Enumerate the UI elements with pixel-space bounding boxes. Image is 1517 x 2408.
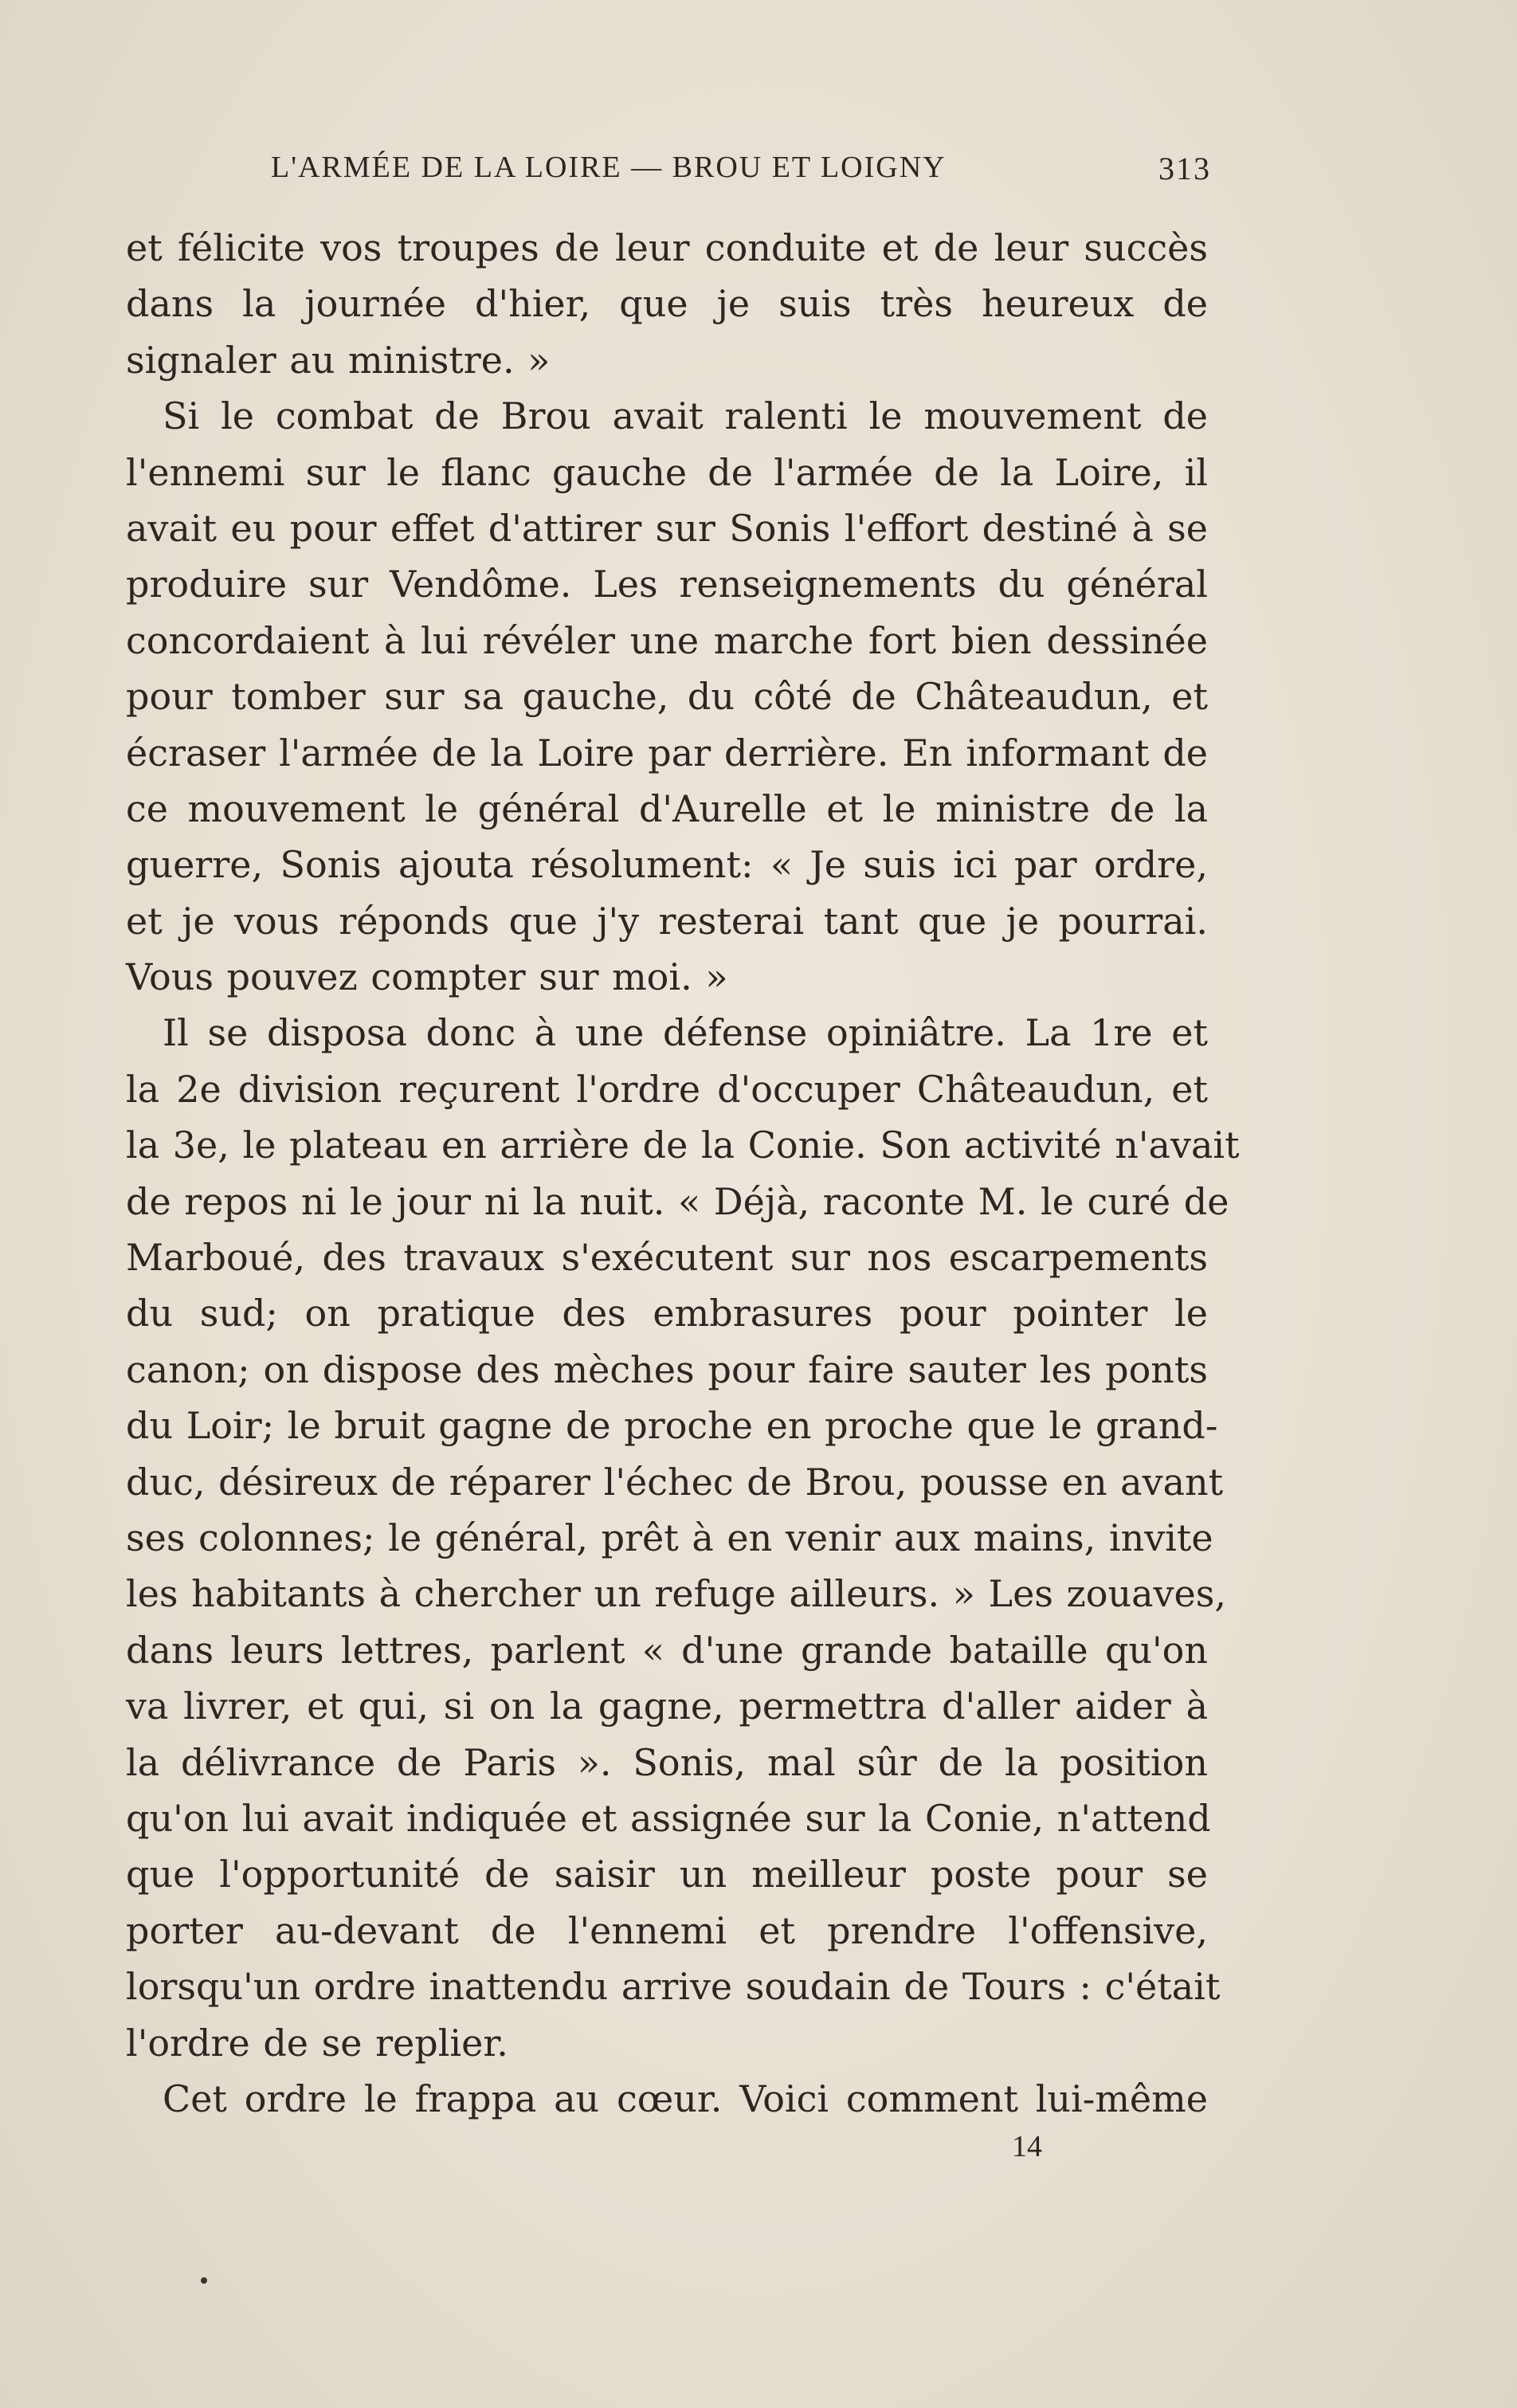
page-number: 313 bbox=[1158, 151, 1211, 186]
text-line: ses colonnes; le général, prêt à en venir aux mains, invite bbox=[126, 1516, 1213, 1559]
text-line: dans la journée d'hier, que je suis très heureux de bbox=[126, 282, 1208, 326]
text-line: produire sur Vendôme. Les renseignements du général bbox=[126, 563, 1208, 606]
text-line: lorsqu'un ordre inattendu arrive soudain de Tours : c'était bbox=[126, 1965, 1221, 2009]
body-text bbox=[126, 220, 1240, 2127]
text-line: Cet ordre le frappa au cœur. Voici comment lui-même bbox=[163, 2077, 1208, 2120]
text-line: qu'on lui avait indiquée et assignée sur la Conie, n'attend bbox=[126, 1796, 1211, 1840]
text-line: la délivrance de Paris ». Sonis, mal sûr de la position bbox=[126, 1740, 1208, 1784]
text-line: les habitants à chercher un refuge ailleurs. » Les zouaves, bbox=[126, 1572, 1226, 1616]
text-line: et félicite vos troupes de leur conduite et de leur succès bbox=[126, 226, 1208, 269]
running-head: L'ARMÉE DE LA LOIRE — BROU ET LOIGNY bbox=[271, 151, 947, 184]
text-line: Il se disposa donc à une défense opiniâtre. La 1re et bbox=[163, 1011, 1208, 1055]
text-line: écraser l'armée de la Loire par derrière. En informant de bbox=[126, 731, 1208, 775]
text-line: signaler au ministre. » bbox=[126, 338, 551, 382]
text-line: Marboué, des travaux s'exécutent sur nos escarpements bbox=[126, 1236, 1208, 1280]
text-line: la 2e division reçurent l'ordre d'occuper Châteaudun, et bbox=[126, 1067, 1208, 1111]
text-line: l'ennemi sur le flanc gauche de l'armée de la Loire, il bbox=[126, 450, 1208, 494]
text-line: Vous pouvez compter sur moi. » bbox=[126, 955, 728, 999]
text-line: Si le combat de Brou avait ralenti le mouvement de bbox=[163, 394, 1208, 438]
text-line: va livrer, et qui, si on la gagne, permettra d'aller aider à bbox=[126, 1684, 1208, 1728]
text-line: l'ordre de se replier. bbox=[126, 2021, 508, 2065]
text-line: de repos ni le jour ni la nuit. « Déjà, raconte M. le curé de bbox=[126, 1179, 1229, 1223]
text-line: concordaient à lui révéler une marche fort bien dessinée bbox=[126, 618, 1208, 662]
text-line: que l'opportunité de saisir un meilleur poste pour se bbox=[126, 1853, 1208, 1896]
text-line: ce mouvement le général d'Aurelle et le ministre de la bbox=[126, 786, 1208, 830]
text-line: porter au-devant de l'ennemi et prendre l'offensive, bbox=[126, 1908, 1208, 1952]
text-line: pour tomber sur sa gauche, du côté de Châteaudun, et bbox=[126, 675, 1208, 719]
text-line: guerre, Sonis ajouta résolument: « Je suis ici par ordre, bbox=[126, 843, 1208, 887]
text-line: du sud; on pratique des embrasures pour pointer le bbox=[126, 1292, 1208, 1335]
text-line: dans leurs lettres, parlent « d'une grande bataille qu'on bbox=[126, 1628, 1208, 1672]
page-header bbox=[271, 150, 1211, 198]
text-line: et je vous réponds que j'y resterai tant que je pourrai. bbox=[126, 899, 1208, 943]
text-line: canon; on dispose des mèches pour faire sauter les ponts bbox=[126, 1347, 1208, 1391]
text-line: la 3e, le plateau en arrière de la Conie. Son activité n'avait bbox=[126, 1124, 1240, 1167]
text-line: du Loir; le bruit gagne de proche en proche que le grand- bbox=[126, 1404, 1218, 1448]
signature-mark: 14 bbox=[1012, 2130, 1042, 2163]
text-line: duc, désireux de réparer l'échec de Brou, pousse en avant bbox=[126, 1460, 1224, 1504]
text-line: avait eu pour effet d'attirer sur Sonis l'effort destiné à se bbox=[126, 506, 1208, 550]
ink-speck bbox=[201, 2277, 207, 2284]
